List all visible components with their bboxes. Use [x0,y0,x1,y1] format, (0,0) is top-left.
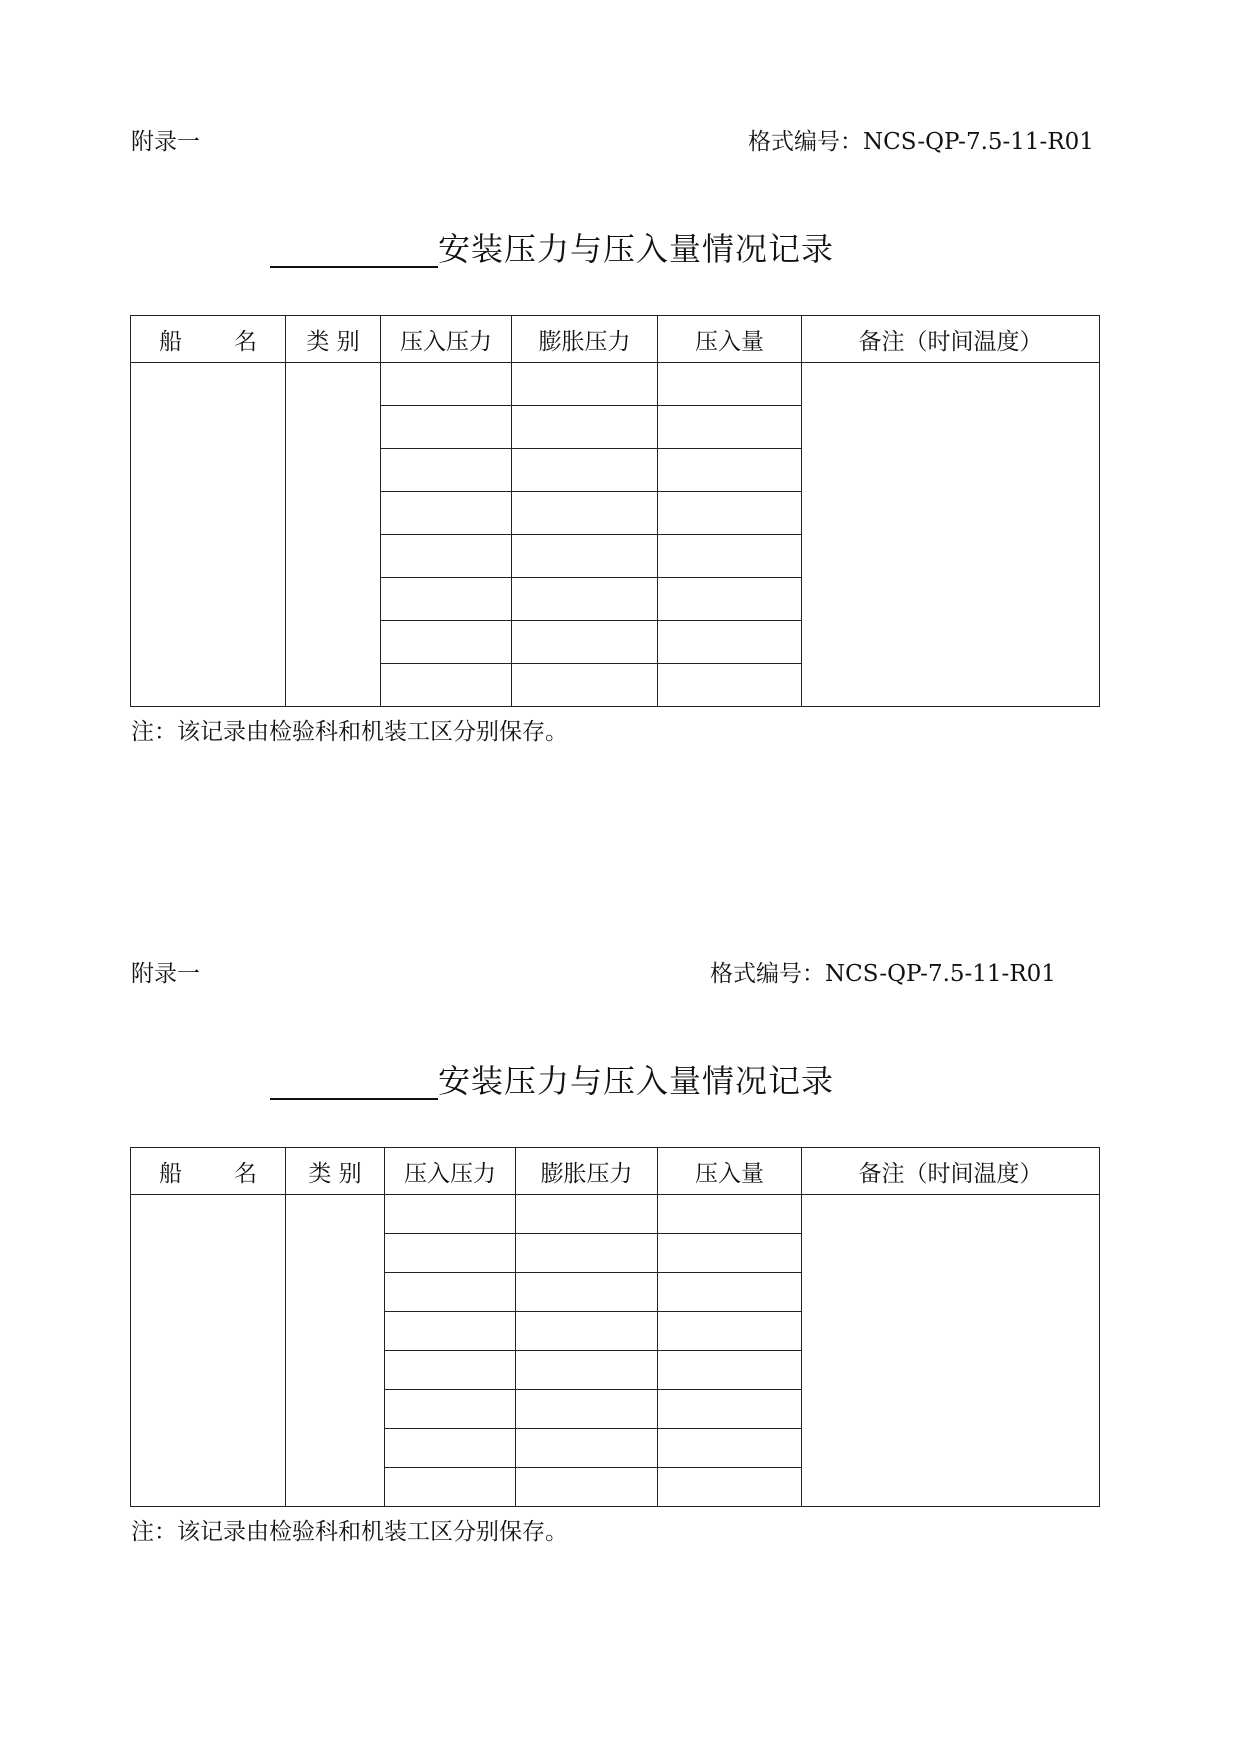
header-install-pressure: 压入压力 [381,316,512,363]
header-ship-name-part1: 船 [159,1160,182,1187]
press-amount-cell[interactable] [658,1234,802,1273]
press-amount-cell[interactable] [658,1468,802,1507]
install-pressure-cell[interactable] [381,578,512,621]
header-expansion-pressure: 膨胀压力 [512,316,658,363]
expansion-pressure-cell[interactable] [512,535,658,578]
expansion-pressure-cell[interactable] [516,1468,658,1507]
install-pressure-cell[interactable] [381,621,512,664]
form-title-text: 安装压力与压入量情况记录 [438,1062,835,1100]
press-amount-cell[interactable] [658,1195,802,1234]
press-amount-cell[interactable] [658,492,802,535]
install-pressure-cell[interactable] [385,1195,516,1234]
press-amount-cell[interactable] [658,363,802,406]
header-remarks: 备注（时间温度） [802,316,1100,363]
category-cell[interactable] [286,363,381,707]
table-header-row [131,316,1100,363]
expansion-pressure-cell[interactable] [516,1351,658,1390]
title-blank-line[interactable] [270,232,438,268]
form-title-text: 安装压力与压入量情况记录 [438,230,835,268]
expansion-pressure-cell[interactable] [516,1390,658,1429]
press-amount-cell[interactable] [658,1351,802,1390]
appendix-label: 附录一 [131,129,200,155]
expansion-pressure-cell[interactable] [516,1234,658,1273]
press-amount-cell[interactable] [658,1312,802,1351]
install-pressure-cell[interactable] [381,449,512,492]
header-press-amount: 压入量 [658,1148,802,1195]
expansion-pressure-cell[interactable] [516,1195,658,1234]
header-ship-name [131,1148,286,1195]
title-blank-line[interactable] [270,1064,438,1100]
expansion-pressure-cell[interactable] [516,1429,658,1468]
expansion-pressure-cell[interactable] [512,578,658,621]
format-code: 格式编号：NCS-QP-7.5-11-R01 [710,961,1056,987]
press-amount-cell[interactable] [658,449,802,492]
record-table [130,315,1100,707]
install-pressure-cell[interactable] [381,664,512,707]
install-pressure-cell[interactable] [385,1390,516,1429]
table-note: 注：该记录由检验科和机装工区分别保存。 [131,1519,568,1545]
table-row [131,363,1100,406]
ship-name-cell[interactable] [131,1195,286,1507]
header-ship-name-part2: 名 [234,328,257,355]
install-pressure-cell[interactable] [381,363,512,406]
install-pressure-cell[interactable] [381,406,512,449]
press-amount-cell[interactable] [658,535,802,578]
press-amount-cell[interactable] [658,406,802,449]
table-note: 注：该记录由检验科和机装工区分别保存。 [131,719,568,745]
table-row [131,1195,1100,1234]
press-amount-cell[interactable] [658,578,802,621]
install-pressure-cell[interactable] [381,535,512,578]
expansion-pressure-cell[interactable] [512,363,658,406]
install-pressure-cell[interactable] [385,1312,516,1351]
expansion-pressure-cell[interactable] [512,664,658,707]
header-install-pressure: 压入压力 [385,1148,516,1195]
header-category: 类 别 [286,316,381,363]
table-header-row [131,1148,1100,1195]
install-pressure-cell[interactable] [385,1468,516,1507]
form-title [270,1060,834,1100]
header-ship-name-part2: 名 [234,1160,257,1187]
press-amount-cell[interactable] [658,621,802,664]
header-ship-name [131,316,286,363]
remarks-cell[interactable] [802,363,1100,707]
header-remarks: 备注（时间温度） [802,1148,1100,1195]
expansion-pressure-cell[interactable] [516,1312,658,1351]
format-code: 格式编号：NCS-QP-7.5-11-R01 [748,129,1094,155]
press-amount-cell[interactable] [658,1390,802,1429]
appendix-label: 附录一 [131,961,200,987]
press-amount-cell[interactable] [658,1429,802,1468]
record-form-2 [0,832,1241,1545]
press-amount-cell[interactable] [658,1273,802,1312]
install-pressure-cell[interactable] [385,1351,516,1390]
install-pressure-cell[interactable] [385,1429,516,1468]
header-category: 类 别 [286,1148,385,1195]
record-form-1 [0,0,1241,745]
expansion-pressure-cell[interactable] [512,621,658,664]
header-expansion-pressure: 膨胀压力 [516,1148,658,1195]
form-title [270,228,834,268]
press-amount-cell[interactable] [658,664,802,707]
category-cell[interactable] [286,1195,385,1507]
header-press-amount: 压入量 [658,316,802,363]
install-pressure-cell[interactable] [381,492,512,535]
expansion-pressure-cell[interactable] [512,449,658,492]
install-pressure-cell[interactable] [385,1234,516,1273]
header-ship-name-part1: 船 [159,328,182,355]
expansion-pressure-cell[interactable] [516,1273,658,1312]
remarks-cell[interactable] [802,1195,1100,1507]
expansion-pressure-cell[interactable] [512,406,658,449]
ship-name-cell[interactable] [131,363,286,707]
record-table [130,1147,1100,1507]
expansion-pressure-cell[interactable] [512,492,658,535]
install-pressure-cell[interactable] [385,1273,516,1312]
